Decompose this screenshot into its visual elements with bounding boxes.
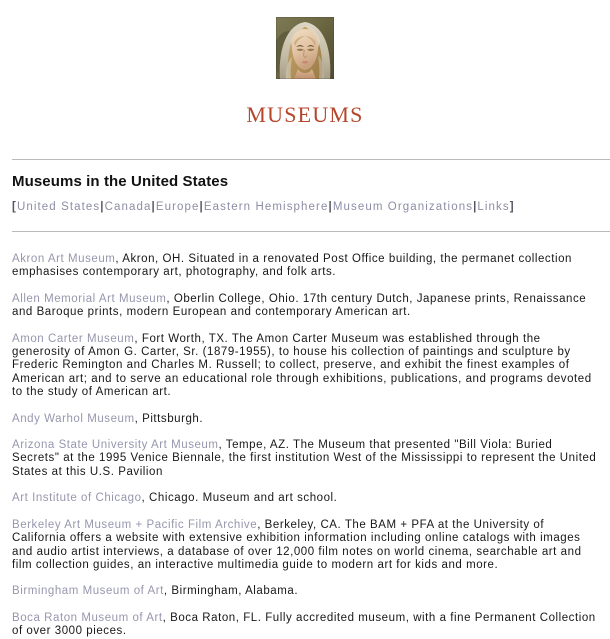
museum-description: , Pittsburgh.: [134, 412, 204, 425]
museum-link[interactable]: Akron Art Museum: [12, 253, 116, 265]
museum-link[interactable]: Allen Memorial Art Museum: [12, 292, 167, 305]
list-item: [12, 293, 598, 320]
museum-description: , Birmingham, Alabama.: [163, 585, 299, 598]
list-item: [12, 492, 598, 505]
nav-separator: |: [473, 201, 478, 213]
page-title: Museums in the United States: [12, 173, 229, 190]
museum-listing: [0, 232, 610, 639]
nav-separator: |: [151, 201, 156, 213]
museum-link[interactable]: Berkeley Art Museum + Pacific Film Archive: [12, 518, 258, 531]
nav-separator: |: [100, 201, 105, 213]
nav-close-bracket: ]: [509, 201, 515, 213]
museum-description: , Boca Raton, FL. Fully accredited museum, with a fine Permanent Collection of over 3000 pieces.: [12, 611, 596, 638]
list-item: [12, 333, 598, 400]
museum-description: , Berkeley, CA. The BAM + PFA at the University of California offers a website with extensive exhibition information including online catalogs with images and audio artist interviews, a database of over 12,000 film notes on world cinema, searchable art and film collection guides, an interactive multimedia guide to modern art for kids and more.: [12, 518, 582, 571]
museum-link[interactable]: Arizona State University Art Museum: [12, 439, 219, 452]
list-item: [12, 612, 598, 639]
nav-link-links[interactable]: Links: [477, 201, 510, 213]
nav-link-europe[interactable]: Europe: [155, 201, 200, 213]
museum-link[interactable]: Art Institute of Chicago: [12, 492, 142, 505]
nav-link-museum-organizations[interactable]: Museum Organizations: [332, 201, 474, 213]
nav-open-bracket: [: [12, 201, 17, 213]
list-item: [12, 585, 598, 598]
nav-link-canada[interactable]: Canada: [104, 201, 152, 213]
site-title: MUSEUMS: [246, 102, 364, 127]
list-item: [12, 253, 598, 280]
list-item: [12, 439, 598, 479]
nav-link-united-states[interactable]: United States: [16, 201, 101, 213]
renaissance-portrait-image: [276, 17, 334, 79]
museum-description: , Tempe, AZ. The Museum that presented "Bill Viola: Buried Secrets" at the 1995 Venice Biennale, the first institution West of the Mississippi to represent the United States at this U.S. Pavilion: [12, 439, 597, 478]
list-item: [12, 413, 598, 426]
nav-separator: |: [328, 201, 333, 213]
museum-description: , Akron, OH. Situated in a renovated Post Office building, the permanet collection emphasises contemporary art, photography, and folk arts.: [12, 253, 572, 279]
museum-link[interactable]: Andy Warhol Museum: [12, 412, 135, 425]
list-item: [12, 519, 598, 573]
museum-link[interactable]: Birmingham Museum of Art: [12, 585, 164, 598]
masthead: [0, 0, 610, 128]
nav-separator: |: [199, 201, 204, 213]
museum-description: , Fort Worth, TX. The Amon Carter Museum was established through the generosity of Amon G. Carter, Sr. (1879-1955), to house his collection of paintings and sculpture by Frederic Remington and Charles M. Russell; to collect, preserve, and exhibit the finest examples of American art; and to serve an educational role through exhibitions, publications, and programs devoted to the study of American art.: [12, 332, 592, 399]
nav-link-eastern-hemisphere[interactable]: Eastern Hemisphere: [203, 201, 329, 213]
museum-link[interactable]: Amon Carter Museum: [12, 332, 135, 345]
museum-description: , Chicago. Museum and art school.: [141, 492, 338, 505]
breadcrumb-nav: [0, 190, 610, 213]
museum-link[interactable]: Boca Raton Museum of Art: [12, 611, 163, 624]
museum-description: , Oberlin College, Ohio. 17th century Dutch, Japanese prints, Renaissance and Baroque prints, modern European and contemporary American art.: [12, 292, 587, 319]
